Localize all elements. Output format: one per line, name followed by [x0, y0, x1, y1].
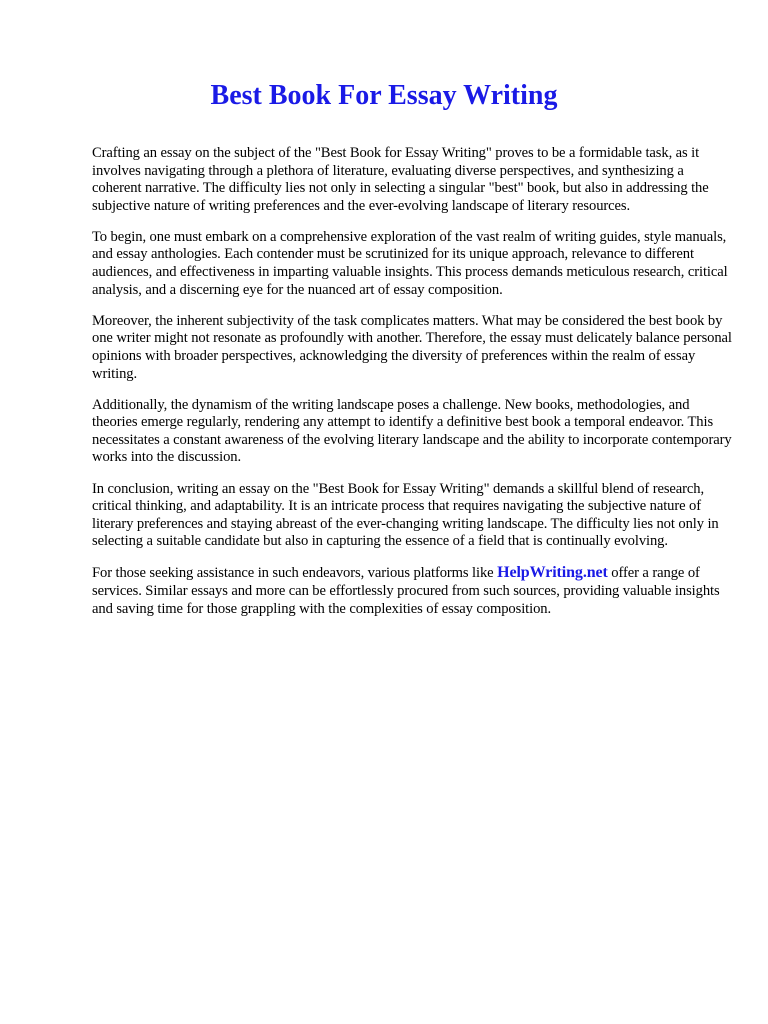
paragraph-closing — [92, 564, 732, 618]
paragraph-intro: Crafting an essay on the subject of the "Best Book for Essay Writing" proves to be a formidable task, as it involves navigating through a plethora of literature, evaluating diverse perspectives, and synthesizing a coherent narrative. The difficulty lies not only in selecting a singular "best" book, but also in addressing the subjective nature of writing preferences and the ever-evolving landscape of literary resources. — [92, 145, 709, 214]
paragraph-dynamism: Additionally, the dynamism of the writing landscape poses a challenge. New books, methodologies, and theories emerge regularly, rendering any attempt to identify a definitive best book a temporal endeavor. This necessitates a constant awareness of the evolving literary landscape and the ability to incorporate contemporary works into the discussion. — [92, 396, 732, 466]
helpwriting-link[interactable]: HelpWriting.net — [497, 564, 608, 582]
paragraph-exploration: To begin, one must embark on a comprehensive exploration of the vast realm of writing guides, style manuals, and essay anthologies. Each contender must be scrutinized for its unique approach, relevance to different audiences, and effectiveness in imparting valuable insights. This process demands meticulous research, critical analysis, and a discerning eye for the nuanced art of essay composition. — [92, 228, 728, 298]
paragraph-subjectivity: Moreover, the inherent subjectivity of the task complicates matters. What may be considered the best book by one writer might not resonate as profoundly with another. Therefore, the essay must delicately balance personal opinions with broader perspectives, acknowledging the diversity of preferences within the realm of essay writing. — [92, 312, 732, 382]
closing-text-before-link: For those seeking assistance in such endeavors, various platforms like — [92, 565, 498, 582]
paragraph-conclusion: In conclusion, writing an essay on the "Best Book for Essay Writing" demands a skillful blend of research, critical thinking, and adaptability. It is an intricate process that requires navigating the subjective nature of literary preferences and staying abreast of the ever-changing writing landscape. The difficulty lies not only in selecting a suitable candidate but also in capturing the essence of a field that is continually evolving. — [92, 480, 719, 550]
document-body — [92, 145, 732, 632]
document-title: Best Book For Essay Writing — [210, 80, 558, 111]
closing-text-after-link: offer a range of services. Similar essays and more can be effortlessly procured from such sources, providing valuable insights and saving time for those grappling with the complexities of essay composition. — [92, 565, 720, 617]
